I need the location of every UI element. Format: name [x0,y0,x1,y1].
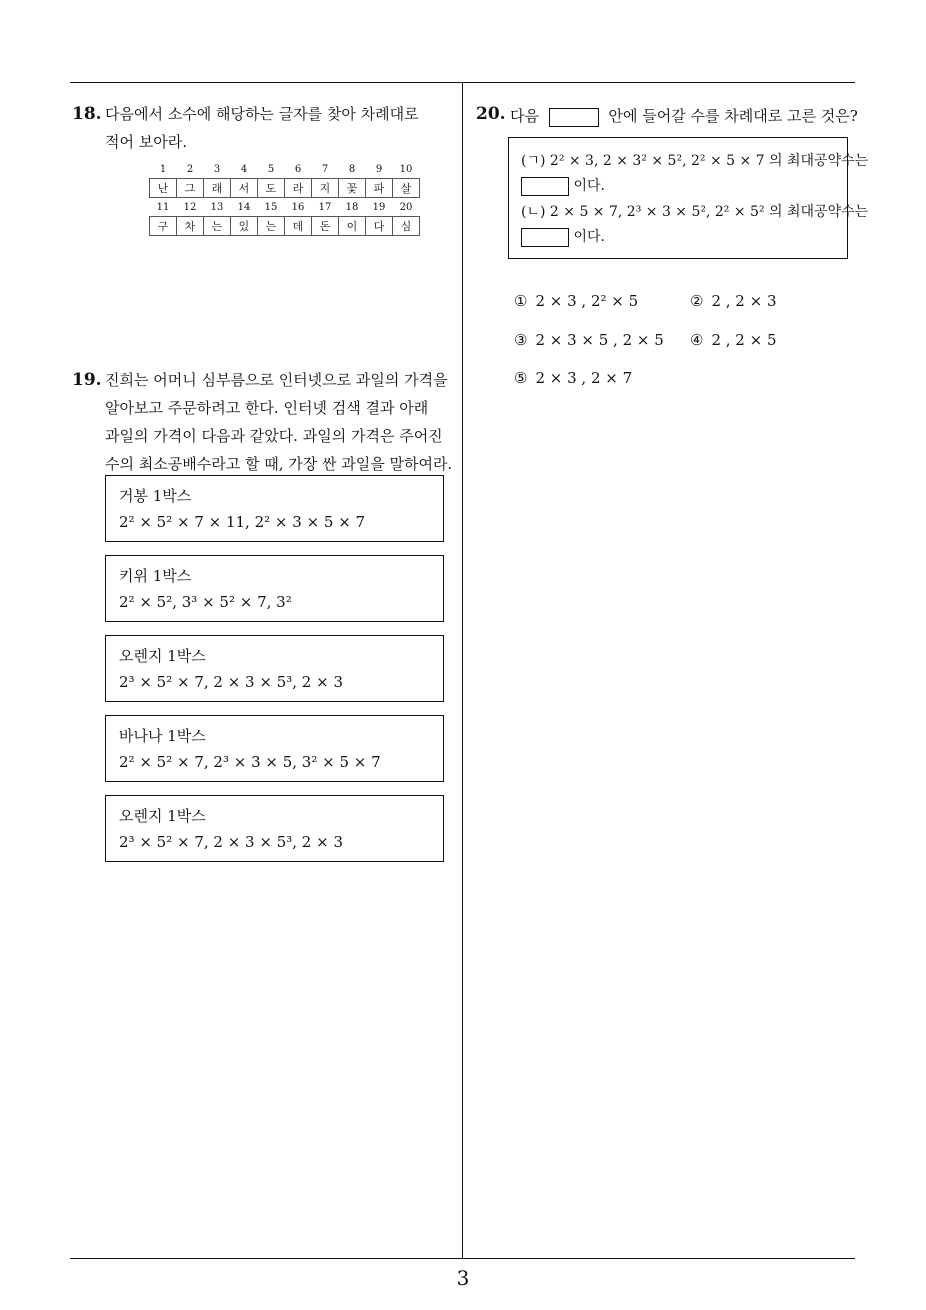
q19-line: 수의 최소공배수라고 할 때, 가장 싼 과일을 말하여라. [105,455,453,473]
fruit-box-orange-2 [105,795,444,862]
char-cell: 그 [177,179,204,198]
q19-line: 알아보고 주문하려고 한다. 인터넷 검색 결과 아래 [105,399,429,417]
char-cell: 래 [204,179,231,198]
char-cell: 심 [393,217,420,236]
char-cell: 다 [366,217,393,236]
char-cell: 살 [393,179,420,198]
index-cell: 8 [348,163,356,175]
char-cell: 는 [204,217,231,236]
end-a: 이다. [573,178,605,194]
index-cell: 15 [264,201,278,213]
q18-char-row-2 [150,217,420,236]
answer-blank [549,108,599,127]
char-cell: 파 [366,179,393,198]
fruit-expr: 2³ × 5² × 7, 2 × 3 × 5³, 2 × 3 [119,673,343,691]
fruit-name: 바나나 1박스 [119,727,206,745]
choice-mark: ① [514,292,528,310]
q18-line: 적어 보아라. [105,133,187,151]
q20-line-b [521,201,868,221]
index-cell: 3 [213,163,221,175]
tail-b: 의 최대공약수는 [769,204,869,220]
index-cell: 7 [321,163,329,175]
index-cell: 10 [399,163,413,175]
choice-mark: ④ [690,331,704,349]
fruit-name: 오렌지 1박스 [119,647,206,665]
char-cell: 서 [231,179,258,198]
choice-4[interactable] [690,331,777,349]
char-cell: 지 [312,179,339,198]
index-cell: 5 [267,163,275,175]
column-divider [462,83,463,1258]
choice-1[interactable] [514,292,638,310]
page-number: 3 [456,1266,470,1290]
q20-prompt-before: 다음 [510,107,539,125]
index-cell: 4 [240,163,248,175]
fruit-box-grape [105,475,444,542]
choice-text: 2 × 3 , 2 × 7 [535,369,633,387]
q19-line: 진희는 어머니 심부름으로 인터넷으로 과일의 가격을 [105,371,448,389]
q20-line-b-end [521,226,605,247]
q18-number: 18. [72,104,102,124]
index-cell: 13 [210,201,224,213]
q19-line: 과일의 가격이 다음과 같았다. 과일의 가격은 주어진 [105,427,443,445]
index-cell: 9 [375,163,383,175]
fruit-box-kiwi [105,555,444,622]
index-cell: 2 [186,163,194,175]
index-cell: 19 [372,201,386,213]
index-cell: 17 [318,201,332,213]
q18-index-row-1 [150,160,420,179]
q20-prompt-after: 안에 들어갈 수를 차례대로 고른 것은? [608,107,858,125]
choice-mark: ② [690,292,704,310]
choice-text: 2 × 3 , 2² × 5 [535,292,639,310]
choice-text: 2 , 2 × 5 [711,331,777,349]
choice-3[interactable] [514,331,664,349]
bottom-rule [70,1258,855,1259]
char-cell: 돈 [312,217,339,236]
char-cell: 있 [231,217,258,236]
q20-condition-box [508,137,869,259]
label-a: (ㄱ) [521,153,546,169]
choice-mark: ⑤ [514,369,528,387]
q20-prompt [510,102,858,130]
index-cell: 16 [291,201,305,213]
tail-a: 의 최대공약수는 [769,153,869,169]
index-cell: 18 [345,201,359,213]
end-b: 이다. [573,229,605,245]
expr-a: 2² × 3, 2 × 3² × 5², 2² × 5 × 7 [549,153,765,169]
expr-b: 2 × 5 × 7, 2³ × 3 × 5², 2² × 5² [549,204,765,220]
fruit-expr: 2² × 5² × 7, 2³ × 3 × 5, 3² × 5 × 7 [119,753,381,771]
char-cell: 구 [150,217,177,236]
index-cell: 1 [159,163,167,175]
label-b: (ㄴ) [521,204,546,220]
q19-text [105,366,452,478]
q18-index-row-2 [150,198,420,217]
char-cell: 차 [177,217,204,236]
choice-2[interactable] [690,292,777,310]
index-cell: 14 [237,201,251,213]
fruit-expr: 2² × 5² × 7 × 11, 2² × 3 × 5 × 7 [119,513,366,531]
index-cell: 11 [156,201,170,213]
fruit-name: 오렌지 1박스 [119,807,206,825]
q19-number: 19. [72,370,102,390]
char-cell: 꽃 [339,179,366,198]
char-cell: 난 [150,179,177,198]
choice-text: 2 , 2 × 3 [711,292,777,310]
index-cell: 20 [399,201,413,213]
fruit-name: 키위 1박스 [119,567,192,585]
q18-char-row-1 [150,179,420,198]
fruit-box-orange [105,635,444,702]
q18-text [105,100,419,156]
answer-blank-b [521,228,569,247]
char-cell: 는 [258,217,285,236]
char-cell: 이 [339,217,366,236]
choice-mark: ③ [514,331,528,349]
char-cell: 데 [285,217,312,236]
answer-blank-a [521,177,569,196]
fruit-expr: 2² × 5², 3³ × 5² × 7, 3² [119,593,292,611]
index-cell: 6 [294,163,302,175]
fruit-expr: 2³ × 5² × 7, 2 × 3 × 5³, 2 × 3 [119,833,343,851]
q20-line-a [521,150,868,170]
index-cell: 12 [183,201,197,213]
q20-number: 20. [476,104,506,124]
q18-table [149,160,420,236]
char-cell: 라 [285,179,312,198]
char-cell: 도 [258,179,285,198]
choice-text: 2 × 3 × 5 , 2 × 5 [535,331,664,349]
fruit-box-banana [105,715,444,782]
q18-line: 다음에서 소수에 해당하는 글자를 찾아 차례대로 [105,105,419,123]
choice-5[interactable] [514,369,632,387]
fruit-name: 거봉 1박스 [119,487,192,505]
q20-line-a-end [521,175,605,196]
